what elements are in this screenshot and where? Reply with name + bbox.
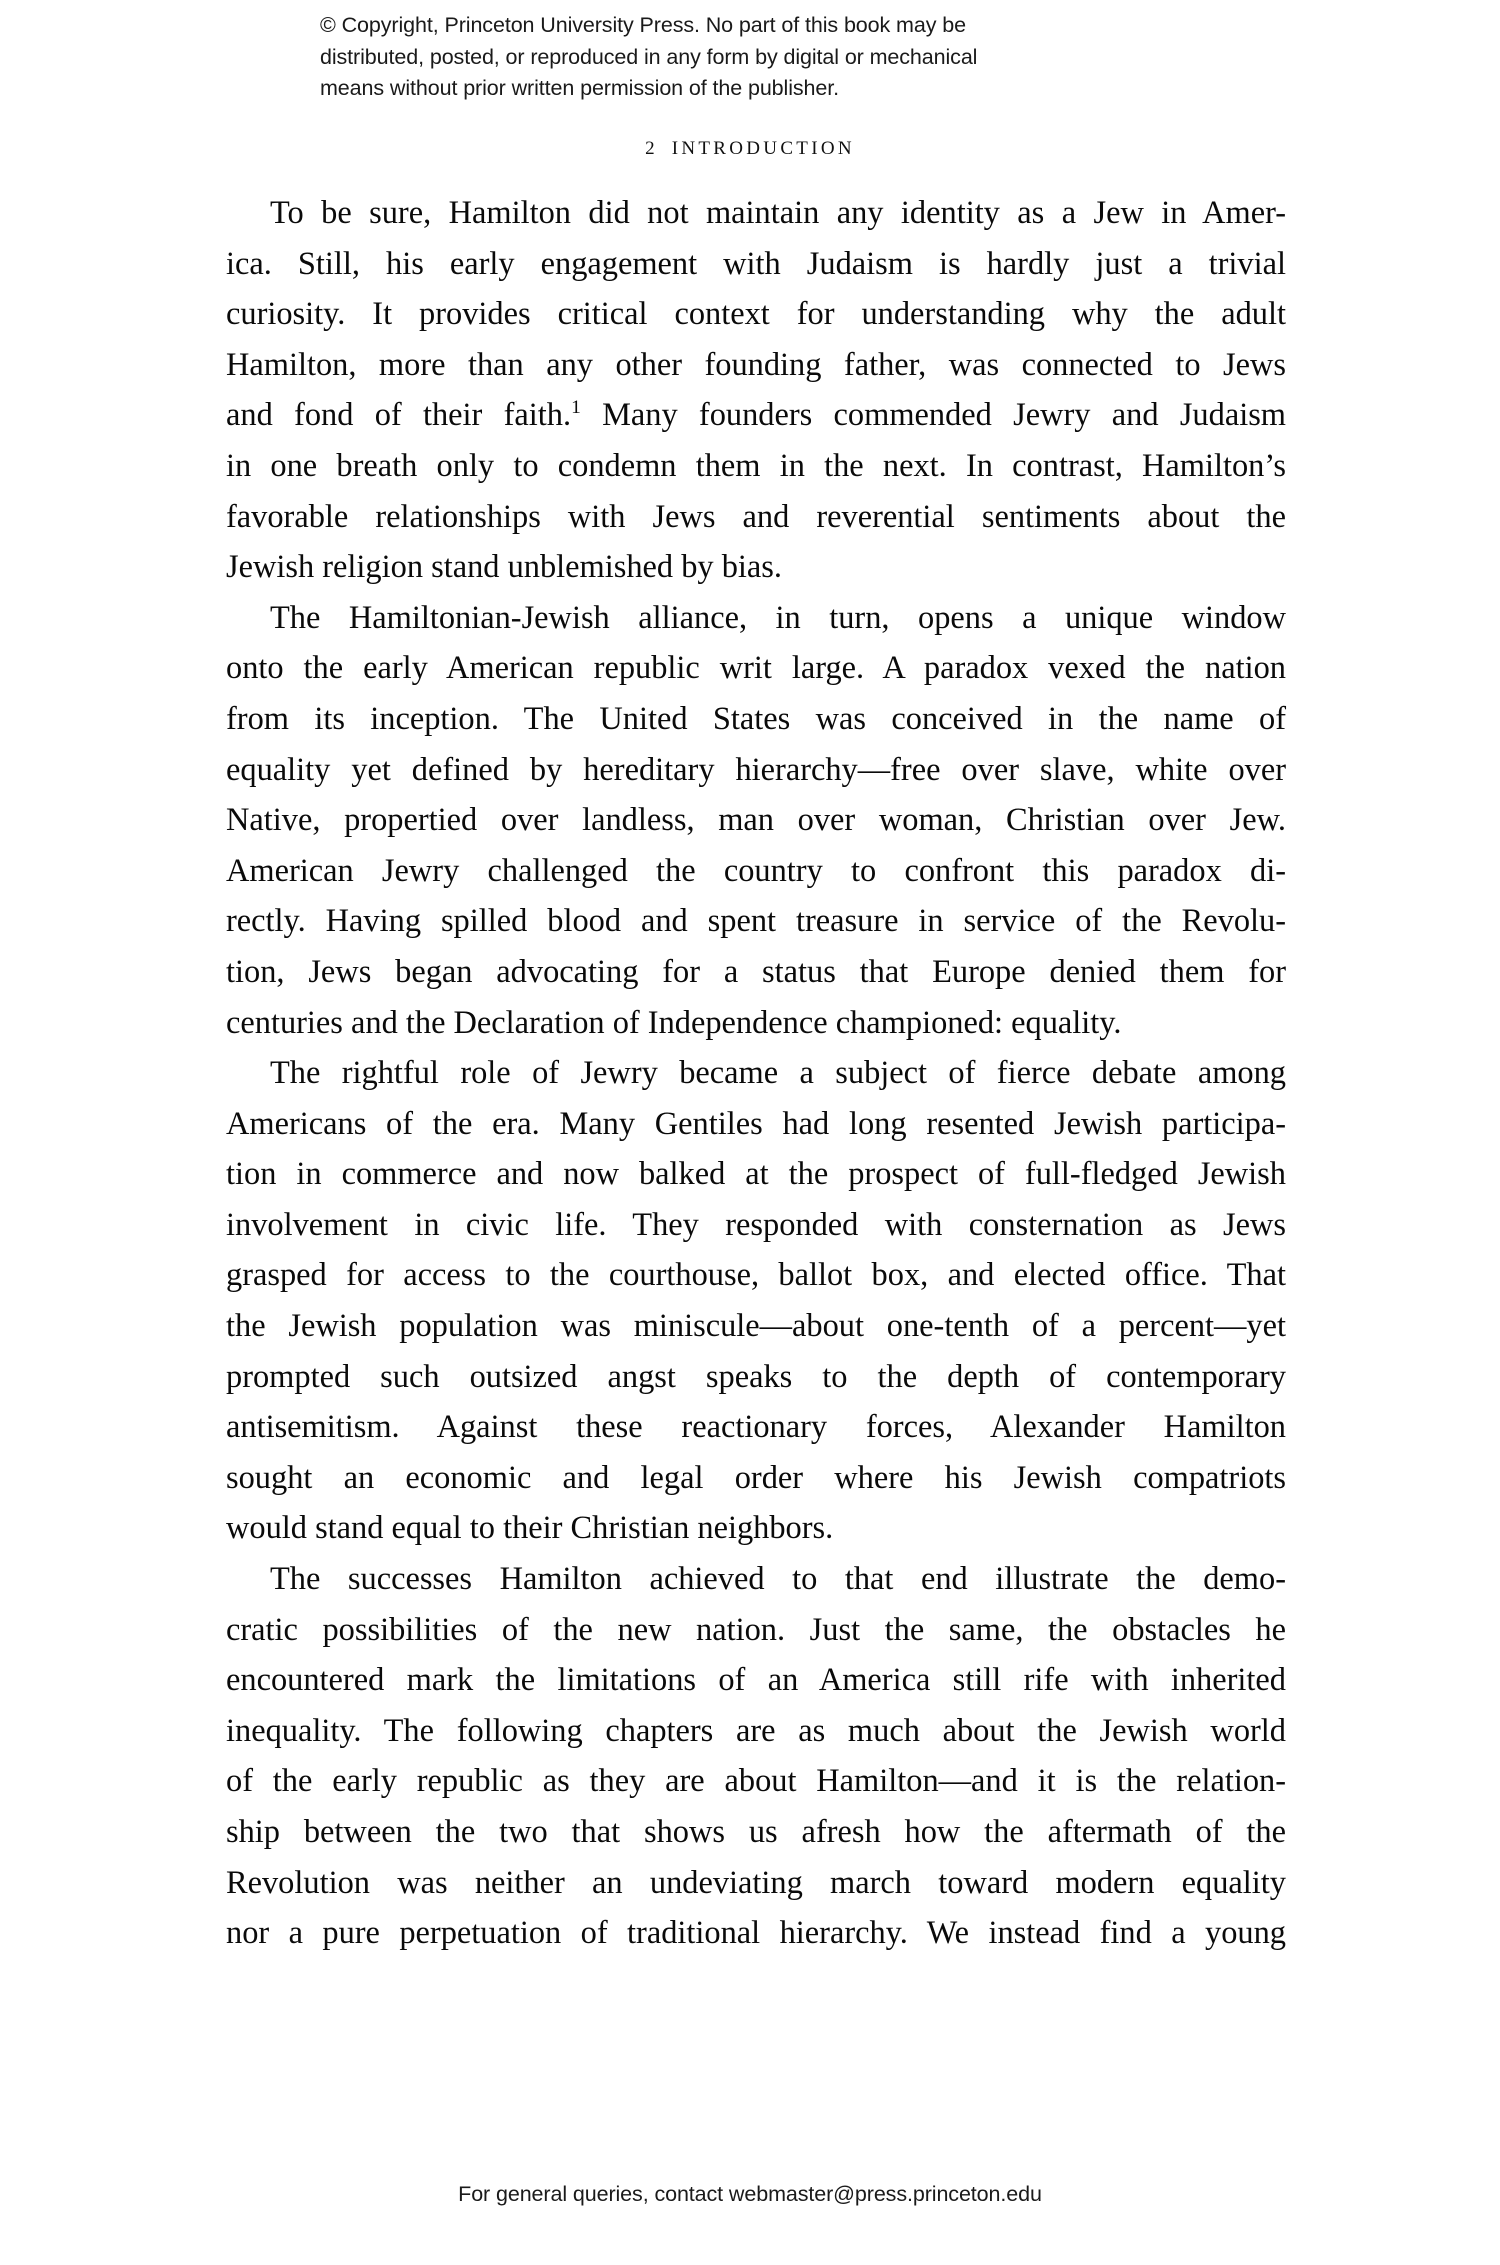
footnote-reference-1[interactable]: 1 [571,397,581,419]
text-line: favorable relationships with Jews and reverential sentiments about the [226,498,1286,535]
text-line: centuries and the Declaration of Independence championed: equality. [226,1004,1122,1041]
text-line: Americans of the era. Many Gentiles had long resented Jewish participa- [226,1105,1286,1142]
copyright-line-2: distributed, posted, or reproduced in any form by digital or mechanical [320,44,978,69]
text-line-segment: and fond of their faith. [226,397,572,434]
text-line: tion, Jews began advocating for a status that Europe denied them for [226,953,1286,990]
text-line: ship between the two that shows us afresh how the aftermath of the [226,1814,1286,1850]
copyright-line-1: © Copyright, Princeton University Press. No part of this book may be [320,13,966,37]
footer-text: For general queries, contact webmaster@press.princeton.edu [458,2182,1042,2206]
text-line: The rightful role of Jewry became a subject of fierce debate among [270,1055,1286,1092]
text-line: rectly. Having spilled blood and spent treasure in service of the Revolu- [226,903,1286,940]
copyright-line-3: means without prior written permission of the publisher. [320,76,840,100]
paragraph-1 [226,188,1286,593]
text-line: cratic possibilities of the new nation. Just the same, the obstacles he [226,1611,1286,1648]
body-text-column [226,188,1286,1959]
paragraph-3 [226,1048,1286,1554]
copyright-notice [320,10,1180,105]
text-line: To be sure, Hamilton did not maintain any identity as a Jew in Amer- [270,195,1286,231]
text-line-segment: Many founders commended Jewry and Judaism [580,397,1286,434]
text-line: tion in commerce and now balked at the prospect of full-fledged Jewish [226,1156,1286,1193]
text-line: sought an economic and legal order where his Jewish compatriots [226,1459,1286,1496]
text-line: The successes Hamilton achieved to that end illustrate the demo- [270,1561,1286,1598]
text-line: from its inception. The United States was conceived in the name of [226,700,1286,737]
text-line: grasped for access to the courthouse, ballot box, and elected office. That [226,1257,1286,1294]
text-line: would stand equal to their Christian neighbors. [226,1510,834,1547]
text-line: in one breath only to condemn them in the next. In contrast, Hamilton’s [226,447,1286,484]
text-line: Hamilton, more than any other founding father, was connected to Jews [226,346,1286,383]
running-head [0,138,1500,160]
text-line: curiosity. It provides critical context for understanding why the adult [226,296,1286,333]
text-line: Native, propertied over landless, man over woman, Christian over Jew. [226,802,1286,839]
footer-query-note [0,2182,1500,2207]
text-line: antisemitism. Against these reactionary forces, Alexander Hamilton [226,1409,1286,1446]
text-line: of the early republic as they are about Hamilton—and it is the relation- [226,1763,1286,1800]
paragraph-2 [226,593,1286,1048]
text-line-with-footnote [226,390,1286,441]
page-number: 2 [645,138,658,159]
text-line: prompted such outsized angst speaks to the depth of contemporary [226,1358,1286,1395]
text-line: onto the early American republic writ large. A paradox vexed the nation [226,650,1286,687]
text-line: involvement in civic life. They responded with consternation as Jews [226,1206,1286,1243]
text-line: Revolution was neither an undeviating march toward modern equality [226,1864,1286,1901]
running-head-title: INTRODUCTION [671,138,855,159]
text-line: nor a pure perpetuation of traditional hierarchy. We instead find a young [226,1915,1286,1952]
text-line: the Jewish population was miniscule—about one-tenth of a percent—yet [226,1308,1286,1345]
text-line: equality yet defined by hereditary hierarchy—free over slave, white over [226,751,1286,788]
text-line: ica. Still, his early engagement with Judaism is hardly just a trivial [226,245,1286,282]
text-line: Jewish religion stand unblemished by bias. [226,549,782,586]
text-line: The Hamiltonian-Jewish alliance, in turn, opens a unique window [270,599,1286,636]
text-line: American Jewry challenged the country to confront this paradox di- [226,852,1286,889]
text-line: inequality. The following chapters are as much about the Jewish world [226,1712,1286,1749]
text-line: encountered mark the limitations of an America still rife with inherited [226,1662,1286,1699]
paragraph-4 [226,1554,1286,1959]
